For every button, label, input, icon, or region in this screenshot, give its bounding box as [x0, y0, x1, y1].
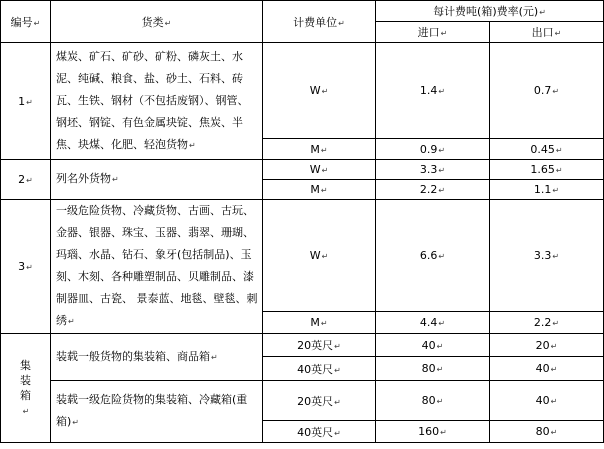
row-2-goods: 列名外货物↵ — [51, 160, 263, 200]
row-1-unit-m: M↵ — [263, 139, 376, 160]
container-group-2-export-40ft: 80↵ — [490, 421, 604, 443]
container-group-2-goods: 装载一级危险货物的集装箱、冷藏箱(重箱)↵ — [51, 381, 263, 443]
container-group-1-export-20ft: 20↵ — [490, 334, 604, 357]
row-3-unit-w: W↵ — [263, 200, 376, 312]
row-2-number: 2↵ — [1, 160, 51, 200]
container-number: 集 装 箱 ↵ — [1, 334, 51, 443]
row-2-unit-w: W↵ — [263, 160, 376, 180]
container-group-2-unit-40ft: 40英尺↵ — [263, 421, 376, 443]
row-1-export-w: 0.7↵ — [490, 43, 604, 139]
header-billing-unit: 计费单位↵ — [263, 1, 376, 43]
header-export: 出口↵ — [490, 22, 604, 43]
container-group-1-import-40ft: 80↵ — [376, 357, 490, 381]
row-2-import-m: 2.2↵ — [376, 180, 490, 200]
container-group-1-goods: 装载一般货物的集装箱、商品箱↵ — [51, 334, 263, 381]
row-2-export-m: 1.1↵ — [490, 180, 604, 200]
row-1-goods: 煤炭、矿石、矿砂、矿粉、磷灰土、水泥、纯碱、粮食、盐、砂土、石料、砖瓦、生铁、钢材（不包括废钢）、钢管、钢坯、钢锭、有色金属块锭、焦炭、半焦、块煤、化肥、轻泡货物↵ — [51, 43, 263, 160]
header-rate: 每计费吨(箱)费率(元)↵ — [376, 1, 604, 22]
container-group-1-unit-20ft: 20英尺↵ — [263, 334, 376, 357]
row-3-unit-m: M↵ — [263, 312, 376, 334]
row-1-number: 1↵ — [1, 43, 51, 160]
header-number: 编号↵ — [1, 1, 51, 43]
row-2-unit-m: M↵ — [263, 180, 376, 200]
header-goods-category: 货类↵ — [51, 1, 263, 43]
row-3-goods: 一级危险货物、冷藏货物、古画、古玩、金器、银器、珠宝、玉器、翡翠、珊瑚、玛瑙、水晶、钻石、象牙(包括制品)、玉刻、木刻、各种雕塑制品、贝雕制品、漆制器皿、古瓷、 景泰蓝、地毯、壁毯、刺绣↵ — [51, 200, 263, 334]
container-group-1-unit-40ft: 40英尺↵ — [263, 357, 376, 381]
header-import: 进口↵ — [376, 22, 490, 43]
row-3-import-m: 4.4↵ — [376, 312, 490, 334]
row-3-export-m: 2.2↵ — [490, 312, 604, 334]
row-1-unit-w: W↵ — [263, 43, 376, 139]
container-group-2-import-40ft: 160↵ — [376, 421, 490, 443]
row-3-import-w: 6.6↵ — [376, 200, 490, 312]
row-1-import-m: 0.9↵ — [376, 139, 490, 160]
row-3-export-w: 3.3↵ — [490, 200, 604, 312]
container-group-1-export-40ft: 40↵ — [490, 357, 604, 381]
row-1-export-m: 0.45↵ — [490, 139, 604, 160]
row-2-import-w: 3.3↵ — [376, 160, 490, 180]
row-2-export-w: 1.65↵ — [490, 160, 604, 180]
container-group-1-import-20ft: 40↵ — [376, 334, 490, 357]
row-1-import-w: 1.4↵ — [376, 43, 490, 139]
container-group-2-unit-20ft: 20英尺↵ — [263, 381, 376, 421]
container-group-2-export-20ft: 40↵ — [490, 381, 604, 421]
container-group-2-import-20ft: 80↵ — [376, 381, 490, 421]
row-3-number: 3↵ — [1, 200, 51, 334]
